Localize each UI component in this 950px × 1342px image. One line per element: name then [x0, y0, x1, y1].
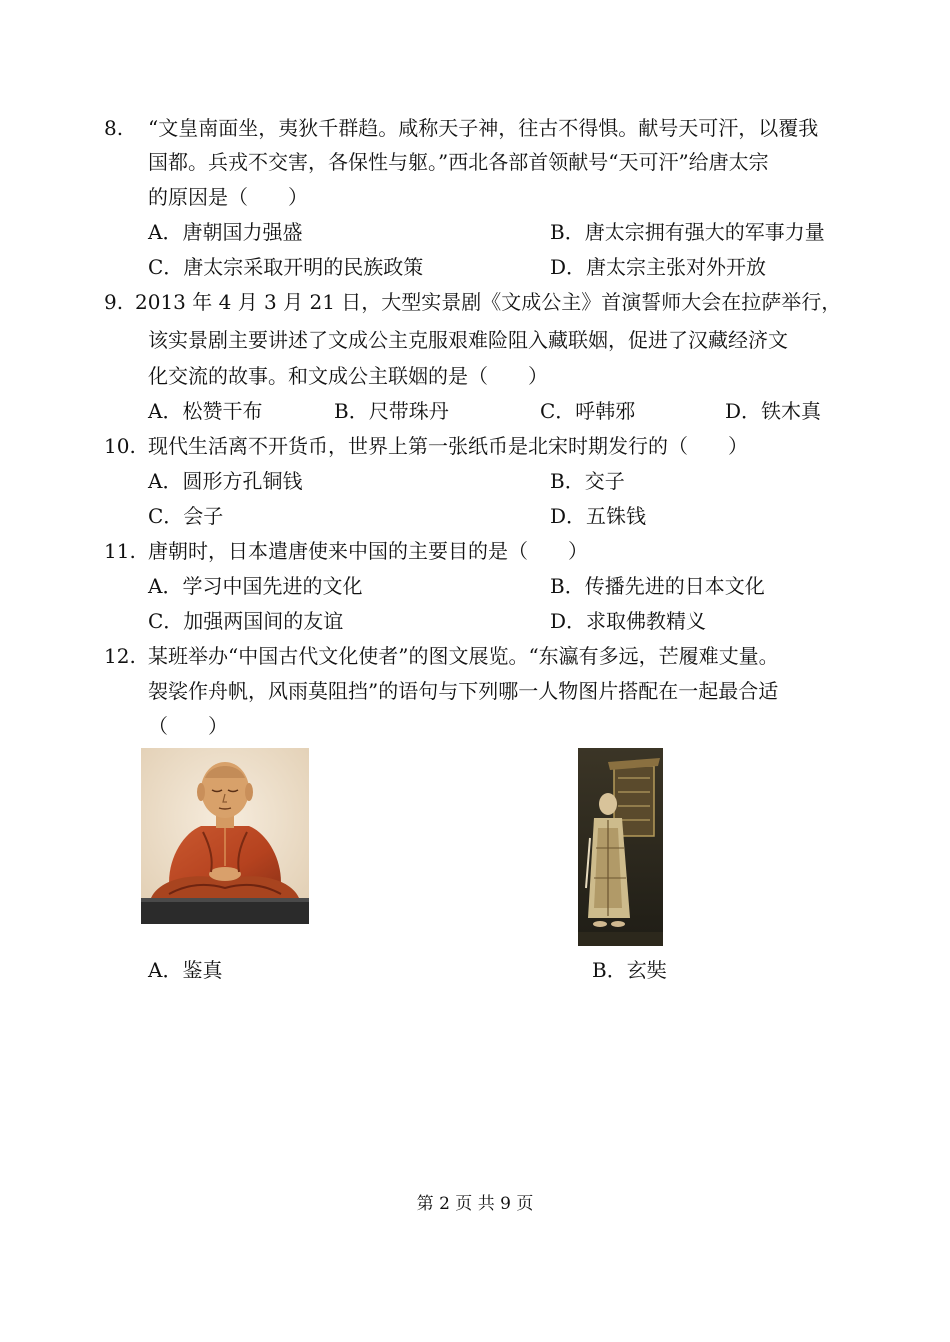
question-12-option-a: A．鉴真 [148, 958, 223, 982]
question-8-line-3: 的原因是（ ） [148, 185, 308, 209]
question-9-option-a: A．松赞干布 [148, 399, 263, 423]
question-12-line-3: （ ） [148, 714, 228, 738]
question-11-option-b: B．传播先进的日本文化 [550, 574, 765, 598]
question-8-option-a: A．唐朝国力强盛 [148, 220, 303, 244]
question-11-option-a: A．学习中国先进的文化 [148, 574, 363, 598]
question-8-number: 8. [104, 116, 124, 140]
question-9-line-2: 该实景剧主要讲述了文成公主克服艰难险阻入藏联姻，促进了汉藏经济文 [148, 328, 788, 352]
page-footer: 第 2 页 共 9 页 [416, 1194, 534, 1214]
question-9-line-3: 化交流的故事。和文成公主联姻的是（ ） [148, 364, 548, 388]
question-8-option-d: D．唐太宗主张对外开放 [550, 255, 767, 279]
question-12-number: 12. [104, 644, 136, 668]
question-9-option-c: C．呼韩邪 [540, 399, 636, 423]
xuanzang-painting-image [578, 748, 663, 946]
question-10-number: 10. [104, 434, 136, 458]
question-10-line-1: 现代生活离不开货币，世界上第一张纸币是北宋时期发行的（ ） [148, 434, 748, 458]
question-11-option-d: D．求取佛教精义 [550, 609, 707, 633]
question-11-line-1: 唐朝时，日本遣唐使来中国的主要目的是（ ） [148, 539, 588, 563]
question-12-line-2: 袈裟作舟帆，风雨莫阻挡”的语句与下列哪一人物图片搭配在一起最合适 [148, 679, 779, 703]
question-8-option-b: B．唐太宗拥有强大的军事力量 [550, 220, 825, 244]
question-10-option-c: C．会子 [148, 504, 224, 528]
question-12-option-b: B．玄奘 [592, 958, 667, 982]
question-11-number: 11. [104, 539, 136, 563]
question-11-option-c: C．加强两国间的友谊 [148, 609, 344, 633]
question-10-option-a: A．圆形方孔铜钱 [148, 469, 303, 493]
question-9-option-d: D．铁木真 [725, 399, 822, 423]
question-12-line-1: 某班举办“中国古代文化使者”的图文展览。“东瀛有多远，芒履难丈量。 [148, 644, 779, 668]
question-10-option-b: B．交子 [550, 469, 625, 493]
question-8-line-1: “文皇南面坐，夷狄千群趋。咸称天子神，往古不得惧。献号天可汗，以覆我 [148, 116, 819, 140]
question-9-option-b: B．尺带珠丹 [334, 399, 449, 423]
jianzhen-statue-image [141, 748, 309, 924]
question-8-line-2: 国都。兵戎不交害，各保性与躯。”西北各部首领献号“天可汗”给唐太宗 [148, 150, 769, 174]
question-10-option-d: D．五铢钱 [550, 504, 647, 528]
question-9-line-1: 2013 年 4 月 3 月 21 日，大型实景剧《文成公主》首演誓师大会在拉萨举行， [135, 290, 842, 314]
question-8-option-c: C．唐太宗采取开明的民族政策 [148, 255, 424, 279]
question-9-number: 9. [104, 290, 124, 314]
